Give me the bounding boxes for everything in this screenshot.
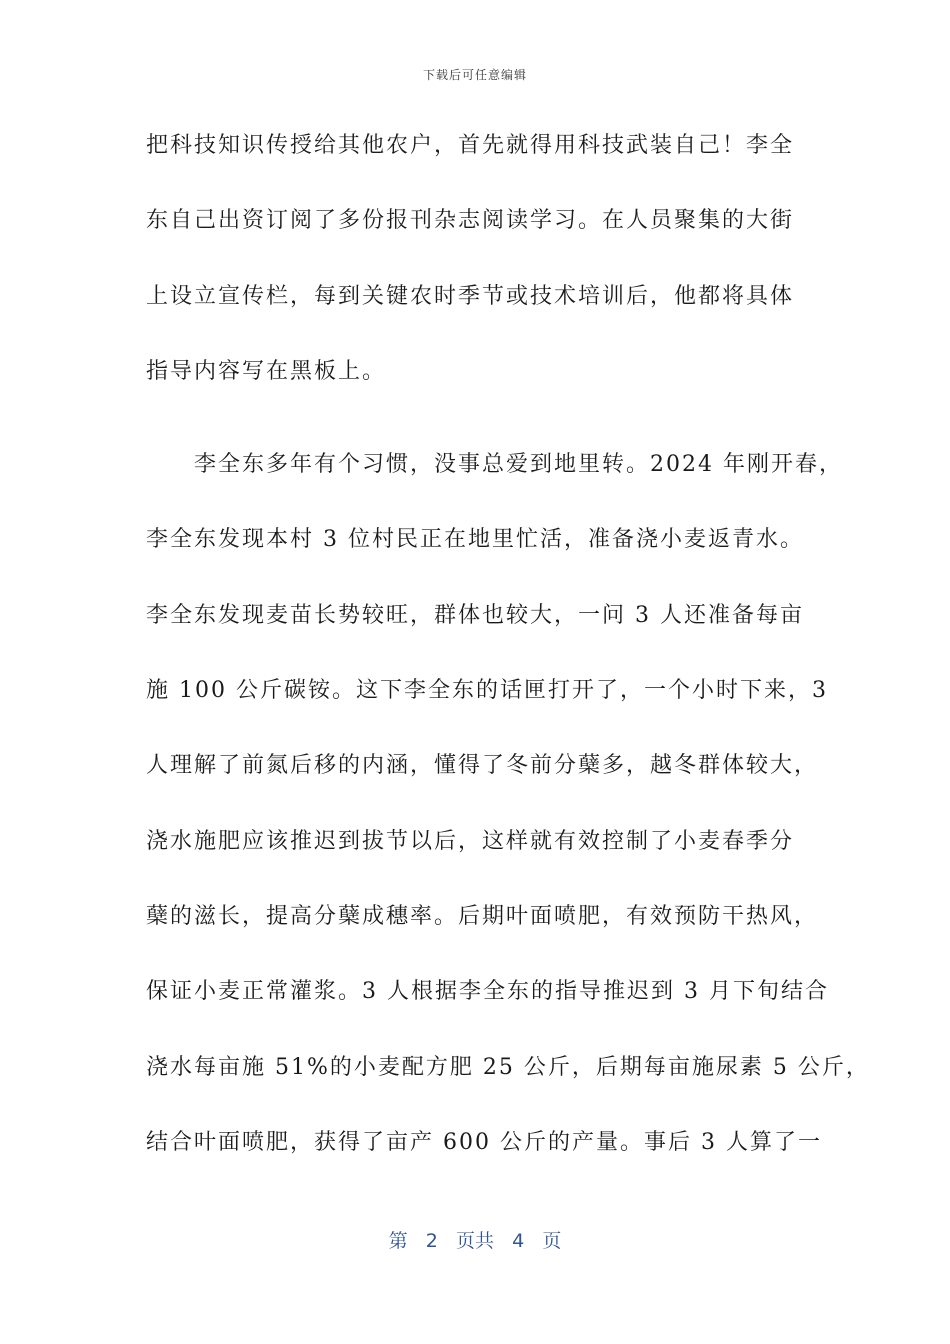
footer-total-pages: 4	[512, 1230, 525, 1252]
text-line: 指导内容写在黑板上。	[146, 358, 387, 384]
text-line: 浇水施肥应该推迟到拔节以后，这样就有效控制了小麦春季分	[146, 828, 795, 854]
text-line: 李全东多年有个习惯，没事总爱到地里转。2024 年刚开春，	[146, 452, 843, 478]
document-body	[146, 122, 870, 1194]
text-line: 东自己出资订阅了多份报刊杂志阅读学习。在人员聚集的大街	[146, 208, 795, 234]
footer-suffix: 页	[542, 1230, 562, 1252]
paragraph	[146, 441, 870, 1194]
text-line: 人理解了前氮后移的内涵，懂得了冬前分蘖多，越冬群体较大，	[146, 753, 819, 779]
text-line: 李全东发现麦苗长势较旺，群体也较大，一问 3 人还准备每亩	[146, 602, 804, 628]
text-line: 施 100 公斤碳铵。这下李全东的话匣打开了，一个小时下来，3	[146, 678, 828, 704]
text-line: 保证小麦正常灌浆。3 人根据李全东的指导推迟到 3 月下旬结合	[146, 979, 829, 1005]
text-line: 上设立宣传栏，每到关键农时季节或技术培训后，他都将具体	[146, 283, 795, 309]
page-header: 下载后可任意编辑	[422, 68, 527, 82]
text-line: 蘖的滋长，提高分蘖成穗率。后期叶面喷肥，有效预防干热风，	[146, 903, 819, 929]
text-line: 李全东发现本村 3 位村民正在地里忙活，准备浇小麦返青水。	[146, 527, 804, 553]
footer-page-number: 2	[425, 1230, 438, 1252]
paragraph-gap	[146, 423, 810, 441]
footer-middle: 页共	[455, 1230, 494, 1252]
text-line: 把科技知识传授给其他农户，首先就得用科技武装自己！李全	[146, 133, 795, 158]
page-footer	[0, 1226, 950, 1253]
text-line: 结合叶面喷肥，获得了亩产 600 公斤的产量。事后 3 人算了一	[146, 1129, 822, 1155]
text-line: 浇水每亩施 51%的小麦配方肥 25 公斤，后期每亩施尿素 5 公斤，	[146, 1054, 870, 1080]
footer-prefix: 第	[388, 1230, 408, 1252]
paragraph	[146, 122, 810, 423]
